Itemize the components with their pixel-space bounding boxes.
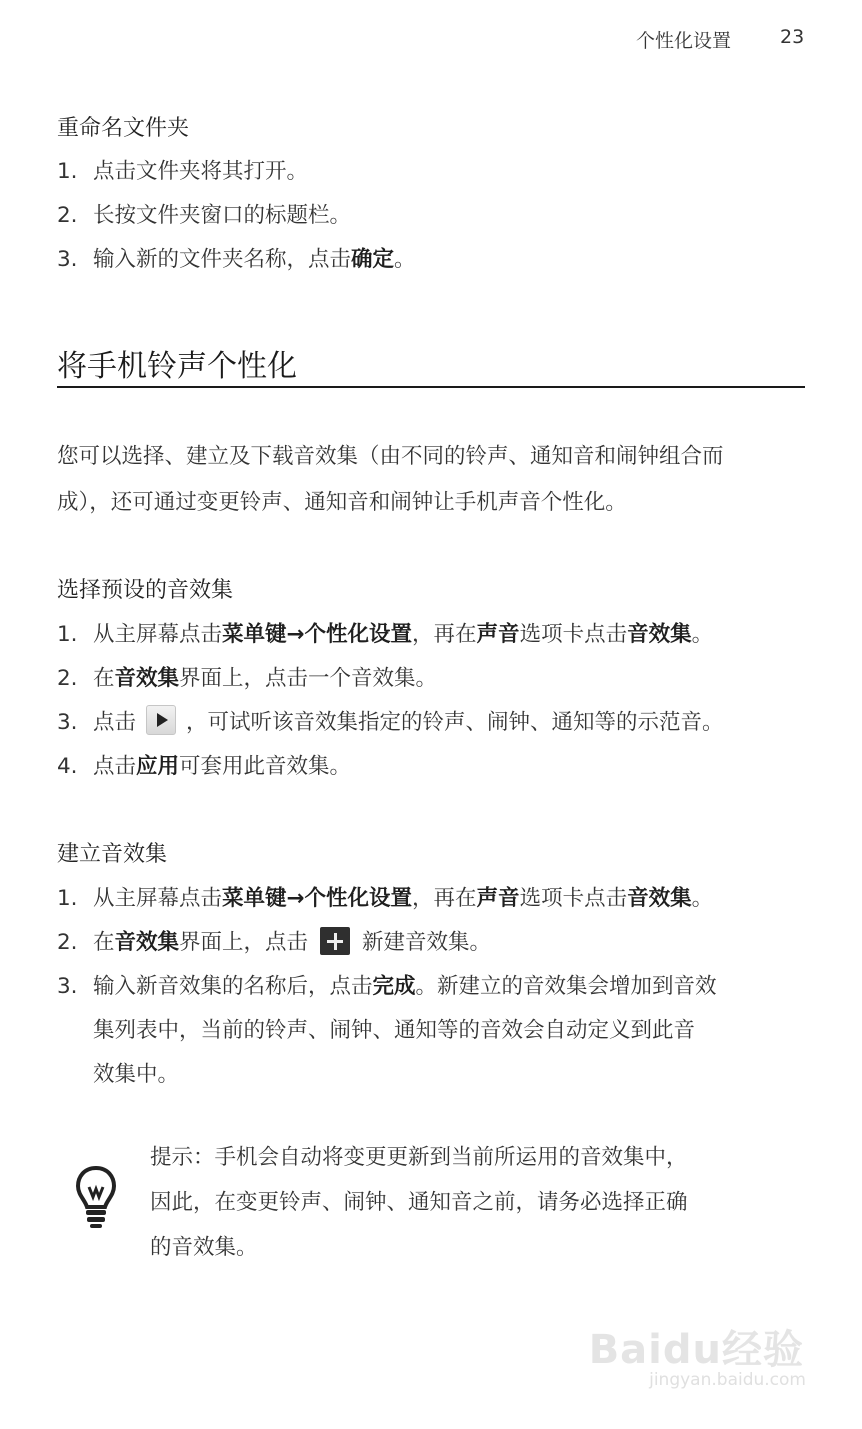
tip-line-3: 的音效集。 xyxy=(150,1235,258,1260)
tip-line-1: 提示：手机会自动将变更更新到当前所运用的音效集中， xyxy=(150,1145,688,1170)
intro-line-2: 成），还可通过变更铃声、通知音和闹钟让手机声音个性化。 xyxy=(57,490,627,515)
preset-step-1 xyxy=(57,617,713,648)
step-number: 3. xyxy=(57,247,78,272)
done-term: 完成 xyxy=(372,974,416,999)
step-number: 4. xyxy=(57,754,78,779)
preset-step-4 xyxy=(57,749,351,780)
create-step-2 xyxy=(57,925,491,956)
step-number: 2. xyxy=(57,203,78,228)
step-text: 输入新的文件夹名称，点击 xyxy=(93,247,352,272)
step-number: 2. xyxy=(57,666,78,691)
step-number: 3. xyxy=(57,974,78,999)
create-step-3-line-2: 集列表中，当前的铃声、闹钟、通知等的音效会自动定义到此音 xyxy=(93,1018,696,1043)
step-text: 。 xyxy=(691,886,714,911)
step-text: 长按文件夹窗口的标题栏。 xyxy=(93,203,352,228)
step-text: 界面上，点击 xyxy=(179,930,309,955)
section-heading: 将手机铃声个性化 xyxy=(57,349,297,384)
step-text: 界面上，点击一个音效集。 xyxy=(179,666,438,691)
ok-term: 确定 xyxy=(351,247,395,272)
rename-folder-title: 重命名文件夹 xyxy=(57,116,190,141)
step-text: 在 xyxy=(93,666,115,691)
step-number: 3. xyxy=(57,710,78,735)
sound-tab-term: 声音 xyxy=(476,622,520,647)
plus-icon xyxy=(320,927,350,955)
apply-term: 应用 xyxy=(136,754,180,779)
step-text-end: 。 xyxy=(394,247,416,272)
intro-line-1: 您可以选择、建立及下载音效集（由不同的铃声、通知音和闹钟组合而 xyxy=(57,444,724,469)
create-step-1 xyxy=(57,881,713,912)
sound-tab-term: 声音 xyxy=(476,886,520,911)
sound-set-term: 音效集 xyxy=(114,930,180,955)
step-text: 在 xyxy=(93,930,115,955)
baidu-watermark-url: jingyan.baidu.com xyxy=(649,1370,806,1390)
rename-step-3 xyxy=(57,242,416,273)
rename-step-2 xyxy=(57,198,351,229)
heading-rule xyxy=(57,386,805,388)
step-text: 选项卡点击 xyxy=(519,622,628,647)
step-text: ，再在 xyxy=(412,622,477,647)
step-text: 从主屏幕点击 xyxy=(93,622,223,647)
menu-key-term: 菜单键→个性化设置 xyxy=(222,622,413,647)
menu-key-term: 菜单键→个性化设置 xyxy=(222,886,413,911)
preset-title: 选择预设的音效集 xyxy=(57,578,234,603)
step-number: 1. xyxy=(57,886,78,911)
create-step-3 xyxy=(57,969,717,1000)
step-text: 从主屏幕点击 xyxy=(93,886,223,911)
rename-step-1 xyxy=(57,154,308,185)
running-header-section: 个性化设置 xyxy=(636,30,732,52)
step-number: 1. xyxy=(57,159,78,184)
preset-step-3 xyxy=(57,705,724,736)
sound-set-term: 音效集 xyxy=(627,622,692,647)
sound-set-term: 音效集 xyxy=(627,886,692,911)
step-text: 点击 xyxy=(93,710,137,735)
baidu-watermark-logo: Baidu经验 xyxy=(588,1327,804,1373)
tip-line-2: 因此，在变更铃声、闹钟、通知音之前，请务必选择正确 xyxy=(150,1190,688,1215)
step-text: 可套用此音效集。 xyxy=(179,754,352,779)
step-text: 。新建立的音效集会增加到音效 xyxy=(415,974,717,999)
preset-step-2 xyxy=(57,661,437,692)
step-number: 1. xyxy=(57,622,78,647)
sound-set-term: 音效集 xyxy=(114,666,180,691)
play-icon xyxy=(146,705,176,735)
step-text: ，再在 xyxy=(412,886,477,911)
lightbulb-icon xyxy=(74,1165,118,1229)
step-text: 点击 xyxy=(93,754,137,779)
step-text: 点击文件夹将其打开。 xyxy=(93,159,309,184)
step-text: 输入新音效集的名称后，点击 xyxy=(93,974,373,999)
create-step-3-line-3: 效集中。 xyxy=(93,1062,180,1087)
step-number: 2. xyxy=(57,930,78,955)
step-text: 。 xyxy=(691,622,714,647)
create-title: 建立音效集 xyxy=(57,842,168,867)
step-text: ，可试听该音效集指定的铃声、闹钟、通知等的示范音。 xyxy=(186,710,724,735)
step-text: 选项卡点击 xyxy=(519,886,628,911)
new-sound-set-term: 新建音效集。 xyxy=(362,930,492,955)
page-number: 23 xyxy=(780,26,805,48)
